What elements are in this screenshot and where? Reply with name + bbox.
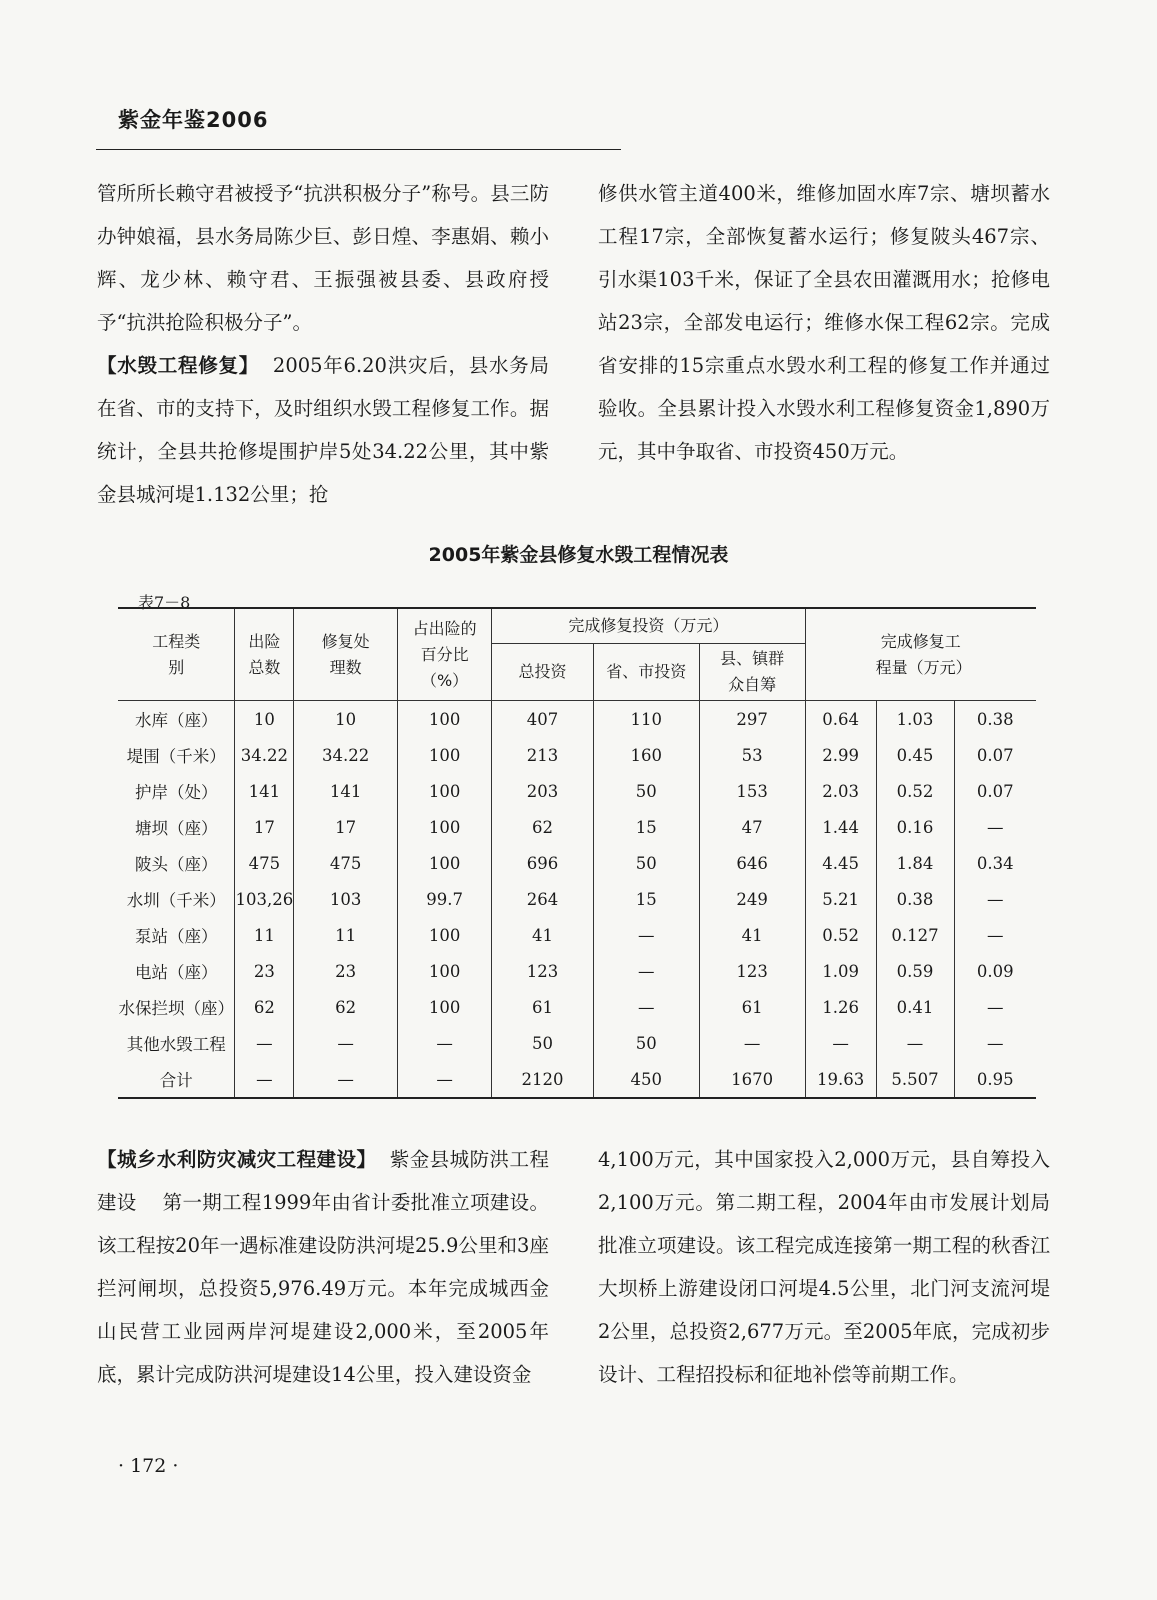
cell-v1: 0.52 bbox=[805, 917, 876, 953]
cell-repaired: 23 bbox=[294, 953, 398, 989]
cell-percent: — bbox=[398, 1061, 492, 1098]
cell-type: 陂头（座） bbox=[118, 845, 235, 881]
cell-count: 11 bbox=[235, 917, 294, 953]
cell-type: 泵站（座） bbox=[118, 917, 235, 953]
cell-v1: 1.44 bbox=[805, 809, 876, 845]
cell-v2: 0.16 bbox=[876, 809, 954, 845]
table-row bbox=[118, 737, 1036, 773]
cell-percent: 99.7 bbox=[398, 881, 492, 917]
section-heading-repair: 【水毁工程修复】 bbox=[97, 354, 260, 377]
cell-repaired: 11 bbox=[294, 917, 398, 953]
section-heading-flood: 【城乡水利防灾减灾工程建设】 bbox=[97, 1148, 377, 1171]
cell-repaired: 103 bbox=[294, 881, 398, 917]
table-row bbox=[118, 953, 1036, 989]
cell-prov: 15 bbox=[593, 809, 699, 845]
cell-percent: 100 bbox=[398, 953, 492, 989]
cell-v2: 5.507 bbox=[876, 1061, 954, 1098]
cell-prov: 15 bbox=[593, 881, 699, 917]
cell-v2: 0.41 bbox=[876, 989, 954, 1025]
cell-type: 堤围（千米） bbox=[118, 737, 235, 773]
cell-type: 电站（座） bbox=[118, 953, 235, 989]
paragraph-awards: 管所所长赖守君被授予“抗洪积极分子”称号。县三防办钟娘福，县水务局陈少巨、彭日煌、李惠娟、赖小辉、龙少林、赖守君、王振强被县委、县政府授予“抗洪抢险积极分子”。 bbox=[97, 182, 549, 334]
cell-repaired: 17 bbox=[294, 809, 398, 845]
cell-percent: 100 bbox=[398, 773, 492, 809]
cell-count: 10 bbox=[235, 701, 294, 738]
table-row bbox=[118, 701, 1036, 738]
cell-county: 646 bbox=[699, 845, 805, 881]
header-invest-county: 县、镇群众自筹 bbox=[699, 644, 805, 701]
table-row bbox=[118, 845, 1036, 881]
cell-percent: 100 bbox=[398, 737, 492, 773]
cell-repaired: — bbox=[294, 1025, 398, 1061]
table-row bbox=[118, 1061, 1036, 1098]
cell-prov: 110 bbox=[593, 701, 699, 738]
cell-v2: 0.45 bbox=[876, 737, 954, 773]
cell-county: 1670 bbox=[699, 1061, 805, 1098]
cell-count: 103,26 bbox=[235, 881, 294, 917]
cell-percent: 100 bbox=[398, 845, 492, 881]
cell-type: 护岸（处） bbox=[118, 773, 235, 809]
section-subheading-flood: 紫金县城防洪工程建设 bbox=[97, 1148, 549, 1214]
cell-v3: — bbox=[954, 917, 1036, 953]
cell-county: 41 bbox=[699, 917, 805, 953]
paragraph-repair bbox=[97, 344, 549, 516]
repair-table bbox=[118, 607, 1036, 1099]
cell-count: 141 bbox=[235, 773, 294, 809]
table-row bbox=[118, 881, 1036, 917]
header-percent: 占出险的百分比（%） bbox=[398, 608, 492, 701]
cell-percent: 100 bbox=[398, 809, 492, 845]
cell-count: 475 bbox=[235, 845, 294, 881]
cell-v1: 5.21 bbox=[805, 881, 876, 917]
cell-county: — bbox=[699, 1025, 805, 1061]
table-row bbox=[118, 917, 1036, 953]
cell-repaired: 34.22 bbox=[294, 737, 398, 773]
cell-v1: 0.64 bbox=[805, 701, 876, 738]
cell-total: 203 bbox=[492, 773, 594, 809]
cell-percent: 100 bbox=[398, 917, 492, 953]
cell-prov: 50 bbox=[593, 773, 699, 809]
table-body bbox=[118, 701, 1036, 1099]
cell-total: 61 bbox=[492, 989, 594, 1025]
column-bottom-left bbox=[97, 1138, 549, 1396]
cell-v3: 0.07 bbox=[954, 737, 1036, 773]
cell-total: 407 bbox=[492, 701, 594, 738]
running-header: 紫金年鉴2006 bbox=[118, 108, 269, 132]
cell-v1: 1.09 bbox=[805, 953, 876, 989]
paragraph-repair-continued: 修供水管主道400米，维修加固水库7宗、塘坝蓄水工程17宗，全部恢复蓄水运行；修复陂头467宗、引水渠103千米，保证了全县农田灌溉用水；抢修电站23宗，全部发电运行；维修水保工程62宗。完成省安排的15宗重点水毁水利工程的修复工作并通过验收。全县累计投入水毁水利工程修复资金1,890万元，其中争取省、市投资450万元。 bbox=[598, 182, 1050, 463]
cell-county: 153 bbox=[699, 773, 805, 809]
paragraph-flood-continued: 4,100万元，其中国家投入2,000万元，县自筹投入2,100万元。第二期工程，2004年由市发展计划局批准立项建设。该工程完成连接第一期工程的秋香江大坝桥上游建设闭口河堤4.5公里，北门河支流河堤2公里，总投资2,677万元。至2005年底，完成初步设计、工程招投标和征地补偿等前期工作。 bbox=[598, 1148, 1050, 1386]
cell-count: — bbox=[235, 1061, 294, 1098]
header-rule bbox=[96, 149, 621, 150]
header-invest-prov: 省、市投资 bbox=[593, 644, 699, 701]
page-number: · 172 · bbox=[118, 1455, 179, 1477]
section-text-flood: 第一期工程1999年由省计委批准立项建设。该工程按20年一遇标准建设防洪河堤25.9公里和3座拦河闸坝，总投资5,976.49万元。本年完成城西金山民营工业园两岸河堤建设2,000米，至2005年底，累计完成防洪河堤建设14公里，投入建设资金 bbox=[97, 1191, 549, 1386]
cell-count: 62 bbox=[235, 989, 294, 1025]
cell-repaired: — bbox=[294, 1061, 398, 1098]
cell-v2: 0.38 bbox=[876, 881, 954, 917]
cell-county: 249 bbox=[699, 881, 805, 917]
cell-type: 合计 bbox=[118, 1061, 235, 1098]
cell-v2: 1.03 bbox=[876, 701, 954, 738]
cell-type: 水圳（千米） bbox=[118, 881, 235, 917]
cell-v3: 0.95 bbox=[954, 1061, 1036, 1098]
cell-v1: 1.26 bbox=[805, 989, 876, 1025]
cell-v1: 4.45 bbox=[805, 845, 876, 881]
cell-total: 213 bbox=[492, 737, 594, 773]
header-type: 工程类别 bbox=[118, 608, 235, 701]
cell-count: — bbox=[235, 1025, 294, 1061]
cell-type: 其他水毁工程 bbox=[118, 1025, 235, 1061]
cell-repaired: 141 bbox=[294, 773, 398, 809]
cell-type: 塘坝（座） bbox=[118, 809, 235, 845]
cell-prov: — bbox=[593, 917, 699, 953]
cell-count: 17 bbox=[235, 809, 294, 845]
cell-prov: — bbox=[593, 953, 699, 989]
cell-county: 61 bbox=[699, 989, 805, 1025]
cell-total: 264 bbox=[492, 881, 594, 917]
cell-prov: 450 bbox=[593, 1061, 699, 1098]
cell-county: 297 bbox=[699, 701, 805, 738]
cell-total: 123 bbox=[492, 953, 594, 989]
cell-v3: 0.07 bbox=[954, 773, 1036, 809]
cell-v3: — bbox=[954, 809, 1036, 845]
header-invest-total: 总投资 bbox=[492, 644, 594, 701]
cell-prov: 50 bbox=[593, 845, 699, 881]
column-top-right bbox=[598, 172, 1050, 473]
cell-total: 62 bbox=[492, 809, 594, 845]
cell-v2: 0.52 bbox=[876, 773, 954, 809]
cell-repaired: 62 bbox=[294, 989, 398, 1025]
header-volume: 完成修复工程量（万元） bbox=[805, 608, 1036, 701]
column-bottom-right bbox=[598, 1138, 1050, 1396]
cell-percent: — bbox=[398, 1025, 492, 1061]
cell-v2: — bbox=[876, 1025, 954, 1061]
cell-v3: — bbox=[954, 1025, 1036, 1061]
cell-type: 水保拦坝（座） bbox=[118, 989, 235, 1025]
section-text-repair: 2005年6.20洪灾后，县水务局在省、市的支持下，及时组织水毁工程修复工作。据统计，全县共抢修堤围护岸5处34.22公里，其中紫金县城河堤1.132公里；抢 bbox=[97, 354, 549, 506]
paragraph-flood-project bbox=[97, 1138, 549, 1396]
header-repaired: 修复处理数 bbox=[294, 608, 398, 701]
cell-v2: 0.59 bbox=[876, 953, 954, 989]
cell-repaired: 10 bbox=[294, 701, 398, 738]
cell-v3: 0.34 bbox=[954, 845, 1036, 881]
header-count: 出险总数 bbox=[235, 608, 294, 701]
table-row bbox=[118, 773, 1036, 809]
cell-percent: 100 bbox=[398, 701, 492, 738]
cell-v2: 1.84 bbox=[876, 845, 954, 881]
cell-v1: 19.63 bbox=[805, 1061, 876, 1098]
table-row bbox=[118, 1025, 1036, 1061]
header-invest-group: 完成修复投资（万元） bbox=[492, 608, 806, 644]
table-title: 2005年紫金县修复水毁工程情况表 bbox=[428, 544, 729, 566]
cell-count: 34.22 bbox=[235, 737, 294, 773]
cell-total: 2120 bbox=[492, 1061, 594, 1098]
cell-county: 53 bbox=[699, 737, 805, 773]
cell-prov: 160 bbox=[593, 737, 699, 773]
cell-county: 47 bbox=[699, 809, 805, 845]
cell-total: 696 bbox=[492, 845, 594, 881]
cell-v3: 0.09 bbox=[954, 953, 1036, 989]
column-top-left bbox=[97, 172, 549, 516]
cell-percent: 100 bbox=[398, 989, 492, 1025]
cell-v2: 0.127 bbox=[876, 917, 954, 953]
cell-v1: 2.03 bbox=[805, 773, 876, 809]
cell-total: 50 bbox=[492, 1025, 594, 1061]
cell-prov: 50 bbox=[593, 1025, 699, 1061]
cell-repaired: 475 bbox=[294, 845, 398, 881]
cell-v1: 2.99 bbox=[805, 737, 876, 773]
cell-v3: — bbox=[954, 881, 1036, 917]
table-row bbox=[118, 809, 1036, 845]
cell-prov: — bbox=[593, 989, 699, 1025]
cell-v3: — bbox=[954, 989, 1036, 1025]
cell-v3: 0.38 bbox=[954, 701, 1036, 738]
table-number: 表7－8 bbox=[138, 593, 191, 612]
table-row bbox=[118, 989, 1036, 1025]
cell-total: 41 bbox=[492, 917, 594, 953]
cell-county: 123 bbox=[699, 953, 805, 989]
cell-type: 水库（座） bbox=[118, 701, 235, 738]
cell-v1: — bbox=[805, 1025, 876, 1061]
cell-count: 23 bbox=[235, 953, 294, 989]
